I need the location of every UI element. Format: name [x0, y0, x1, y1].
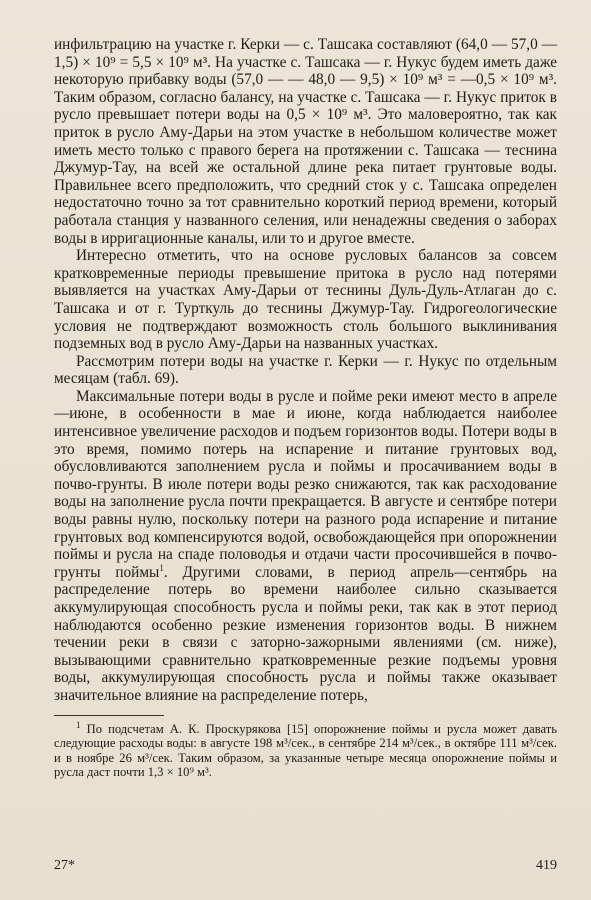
paragraph-4-part-2: . Другими словами, в период апрель—сентябрь на распределение потерь во времени наиболее сильно сказывается аккумулирующая способность русла и поймы реки, так как в этот период наблюдаются особенно резкие изменения горизонтов воды. В нижнем течении реки в связи с заторно-зажорными явлениями (см. ниже), вызывающими сравнительно кратковременные резкие подъемы уровня воды, аккумулирующая способность русла и поймы также оказывает значительное влияние на распределение потерь, [54, 563, 557, 704]
footnote-text-line [54, 719, 557, 780]
main-text [54, 36, 557, 705]
paragraph-2: Интересно отметить, что на основе русловых балансов за совсем кратковременные периоды превышение притока в русло над потерями выявляется на участках Аму-Дарьи от теснины Дуль-Дуль-Атлаган до с. Ташсака и от г. Турткуль до теснины Джумур-Тау. Гидрогеологические условия не подтверждают возможность столь большого выклинивания подземных вод в русло Аму-Дарьи на названных участках. [54, 247, 557, 353]
footnote-divider [54, 715, 164, 716]
page-footer [54, 858, 557, 874]
signature-mark: 27* [54, 858, 75, 873]
paragraph-3: Рассмотрим потери воды на участке г. Керки — г. Нукус по отдельным месяцам (табл. 69). [54, 352, 557, 388]
paragraph-1: инфильтрацию на участке г. Керки — с. Ташсака составляют (64,0 — 57,0 — 1,5) × 10⁹ = 5,5 × 10⁹ м³. На участке с. Ташсака — г. Нукус будем иметь даже некоторую прибавку воды (57,0 — — 48,0 — 9,5) × 10⁹ м³ = —0,5 × 10⁹ м³. Таким образом, согласно балансу, на участке с. Ташсака — г. Нукус приток в русло превышает потери воды на 0,5 × 10⁹ м³. Это маловероятно, так как приток в русло Аму-Дарьи на этом участке в небольшом количестве может иметь место только с правого берега на протяжении с. Ташсака — теснина Джумур-Тау, на всей же остальной длине река питает грунтовые воды. Правильнее всего предположить, что средний сток у с. Ташсака определен недостаточно точно за тот сравнительно короткий период времени, который работала станция у названного селения, или ненадежны сведения о заборах воды в ирригационные каналы, или то и другое вместе. [54, 36, 557, 247]
footnote-text: По подсчетам А. К. Проскурякова [15] опорожнение поймы и русла может давать следующие расходы воды: в августе 198 м³/сек., в сентябре 214 м³/сек., в октябре 111 м³/сек. и в ноябре 26 м³/сек. Таким образом, за указанные четыре месяца опорожнение поймы и русла даст почти 1,3 × 10⁹ м³. [54, 721, 557, 780]
paragraph-4 [54, 388, 557, 705]
footnote-mark: 1 [76, 719, 81, 730]
paragraph-4-part-1: Максимальные потери воды в русле и пойме реки имеют место в апреле—июне, в особенности в мае и июне, когда наблюдается наиболее интенсивное увеличение расходов и подъем горизонтов воды. Потери воды в это время, помимо потерь на испарение и питание грунтовых вод, обусловливаются заполнением русла и поймы и просачиванием воды в почво-грунты. В июле потери воды резко снижаются, так как расходование воды на заполнение русла почти прекращается. В августе и сентябре потери воды равны нулю, поскольку потери на разного рода испарение и питание грунтовых вод компенсируются водой, освобождающейся при опорожнении поймы и русла на спаде половодья и отдачи части просочившейся в почво-грунты поймы [54, 387, 557, 581]
page-number: 419 [536, 858, 557, 873]
footnote [54, 719, 557, 780]
footnote-reference[interactable]: 1 [159, 562, 164, 573]
